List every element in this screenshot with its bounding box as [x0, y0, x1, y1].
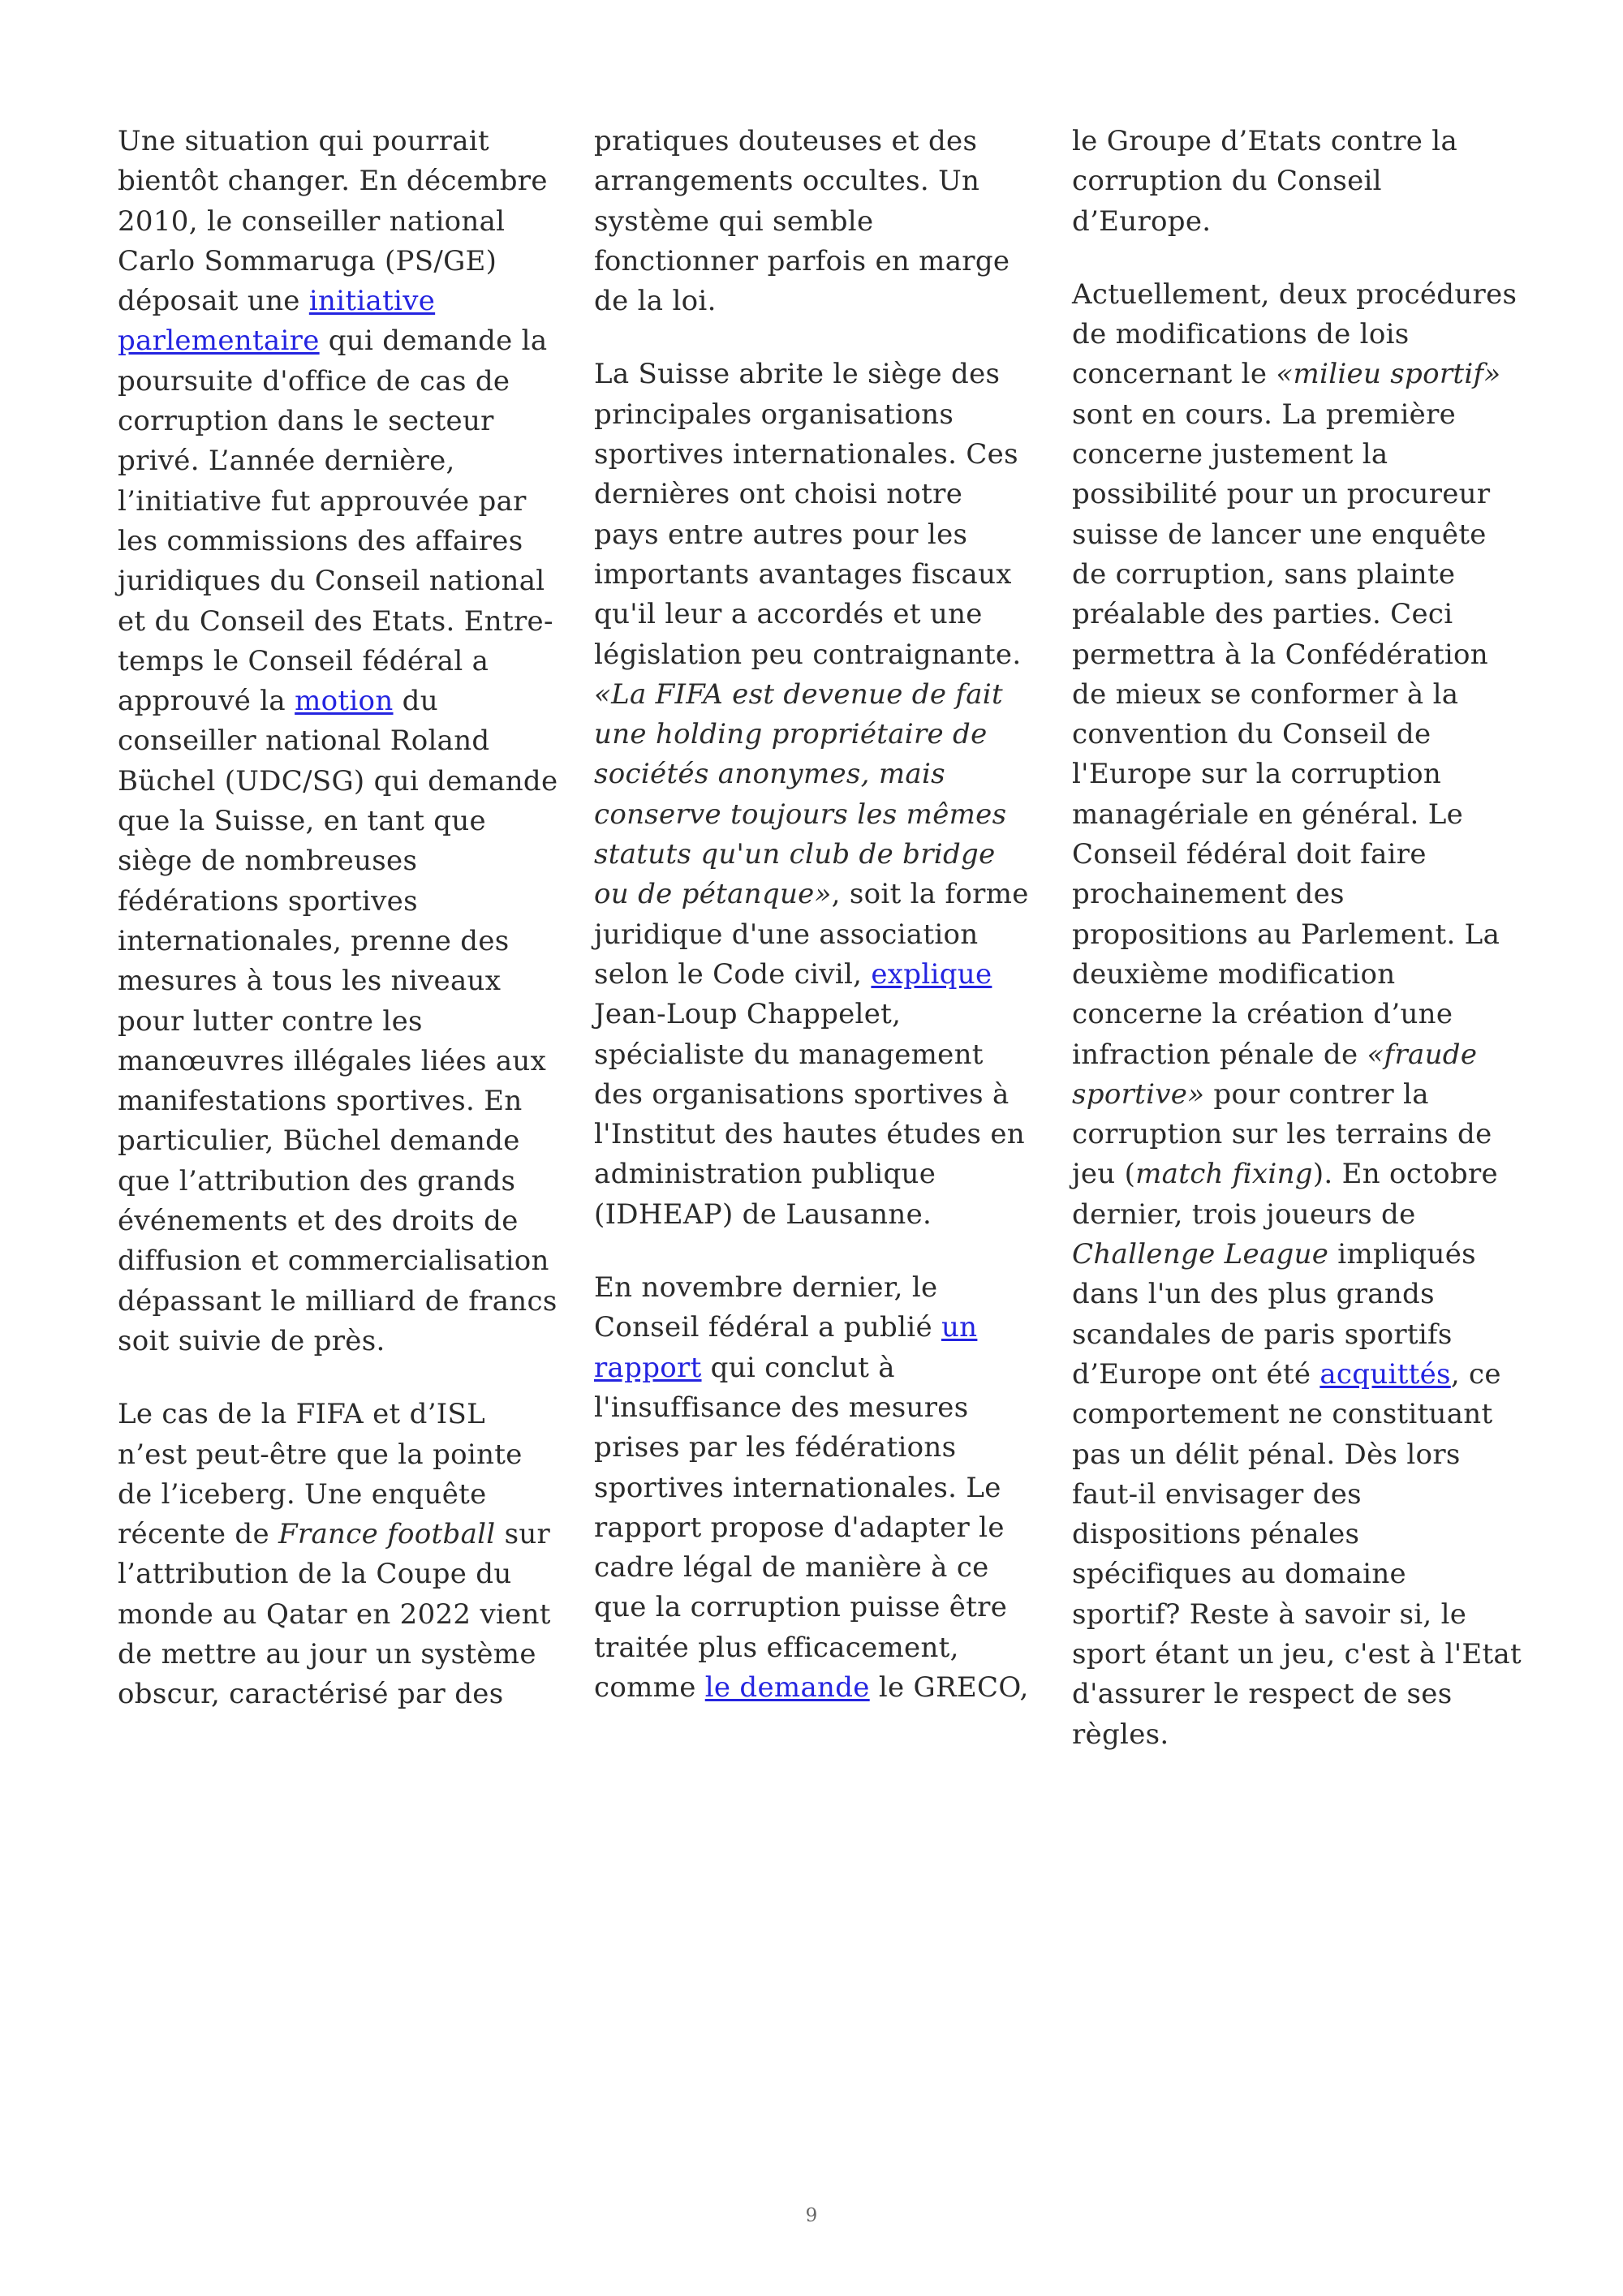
text-run: sur l’attribution de la Coupe du monde au Qatar en 2022 vient de mettre au jour un système obscur, caractérisé par des — [118, 1518, 551, 1711]
paragraph — [594, 1268, 1036, 1708]
text-run: Le cas de la FIFA et d’ISL n’est peut-être que la pointe de l’iceberg. Une enquête récente de — [118, 1398, 523, 1551]
text-run: qui conclut à l'insuffisance des mesures prises par les fédérations sportives internationales. Le rapport propose d'adapter le cadre légal de manière à ce que la corruption puisse être traitée plus efficacement, comme — [594, 1351, 1008, 1704]
text-run: ). En octobre dernier, trois joueurs de — [1072, 1158, 1498, 1231]
inline-link[interactable]: acquittés — [1319, 1357, 1451, 1391]
text-run: Jean-Loup Chappelet, spécialiste du management des organisations sportives à l'Institut des hautes études en administration publique (IDHEAP) de Lausanne. — [594, 998, 1025, 1231]
italic-text: «La FIFA est devenue de fait une holding propriétaire de sociétés anonymes, mais conserve toujours les mêmes statuts qu'un club de bridge ou de pétanque» — [594, 677, 1007, 911]
italic-text: Challenge League — [1072, 1238, 1329, 1271]
text-run: Une situation qui pourrait bientôt changer. En décembre 2010, le conseiller national Carlo Sommaruga (PS/GE) déposait une — [118, 125, 548, 318]
italic-text: «milieu sportif» — [1276, 358, 1501, 391]
text-run: , ce comportement ne constituant pas un délit pénal. Dès lors faut-il envisager des dispositions pénales spécifiques au domaine sportif? Reste à savoir si, le sport étant un jeu, c'est à l'Etat d'assurer le respect de ses règles. — [1072, 1357, 1522, 1751]
text-column-3 — [1072, 122, 1522, 1755]
text-column-2 — [594, 122, 1036, 1708]
italic-text: «fraude sportive» — [1072, 1038, 1478, 1111]
paragraph — [594, 122, 1036, 321]
paragraph — [118, 122, 560, 1361]
inline-link[interactable]: motion — [295, 685, 394, 718]
italic-text: match fixing — [1135, 1158, 1313, 1191]
text-run: La Suisse abrite le siège des principales organisations sportives internationales. Ces dernières ont choisi notre pays entre autres pour les importants avantages fiscaux qu'il leur a accordés et une législation peu contraignante. — [594, 358, 1022, 671]
text-run: le Groupe d’Etats contre la corruption du Conseil d’Europe. — [1072, 125, 1458, 238]
text-run: pratiques douteuses et des arrangements occultes. Un système qui semble fonctionner parfois en marge de la loi. — [594, 125, 1010, 318]
italic-text: France football — [278, 1518, 496, 1551]
paragraph — [118, 1395, 560, 1714]
text-run: , soit la forme juridique d'une association selon le Code civil, — [594, 878, 1029, 991]
text-column-1 — [118, 122, 560, 1715]
page-number: 9 — [805, 2205, 818, 2226]
text-run: En novembre dernier, le Conseil fédéral a publié — [594, 1271, 941, 1344]
inline-link[interactable]: le demande — [704, 1670, 870, 1704]
text-run: qui demande la poursuite d'office de cas de corruption dans le secteur privé. L’année dernière, l’initiative fut approuvée par les commissions des affaires juridiques du Conseil national et du Conseil des Etats. Entre-temps le Conseil fédéral a approuvé la — [118, 325, 553, 718]
inline-link[interactable]: un rapport — [594, 1311, 978, 1384]
text-run: impliqués dans l'un des plus grands scandales de paris sportifs d’Europe ont été — [1072, 1238, 1476, 1391]
inline-link[interactable]: explique — [871, 957, 992, 991]
paragraph — [1072, 122, 1522, 242]
text-run: du conseiller national Roland Büchel (UDC/SG) qui demande que la Suisse, en tant que siège de nombreuses fédérations sportives internationales, prenne des mesures à tous les niveaux pour lutter contre les manœuvres illégales liées aux manifestations sportives. En particulier, Büchel demande que l’attribution des grands événements et des droits de diffusion et commercialisation dépassant le milliard de francs soit suivie de près. — [118, 685, 558, 1357]
text-run: pour contrer la corruption sur les terrains de jeu ( — [1072, 1077, 1492, 1191]
text-run: le GRECO, — [869, 1670, 1029, 1704]
text-run: Actuellement, deux procédures de modifications de lois concernant le — [1072, 277, 1518, 391]
paragraph — [1072, 275, 1522, 1755]
text-run: sont en cours. La première concerne justement la possibilité pour un procureur suisse de lancer une enquête de corruption, sans plainte préalable des parties. Ceci permettra à la Confédération de mieux se conformer à la convention du Conseil de l'Europe sur la corruption managériale en général. Le Conseil fédéral doit faire prochainement des propositions au Parlement. La deuxième modification concerne la création d’une infraction pénale de — [1072, 398, 1500, 1071]
inline-link[interactable]: initiative parlementaire — [118, 285, 436, 358]
paragraph — [594, 355, 1036, 1235]
